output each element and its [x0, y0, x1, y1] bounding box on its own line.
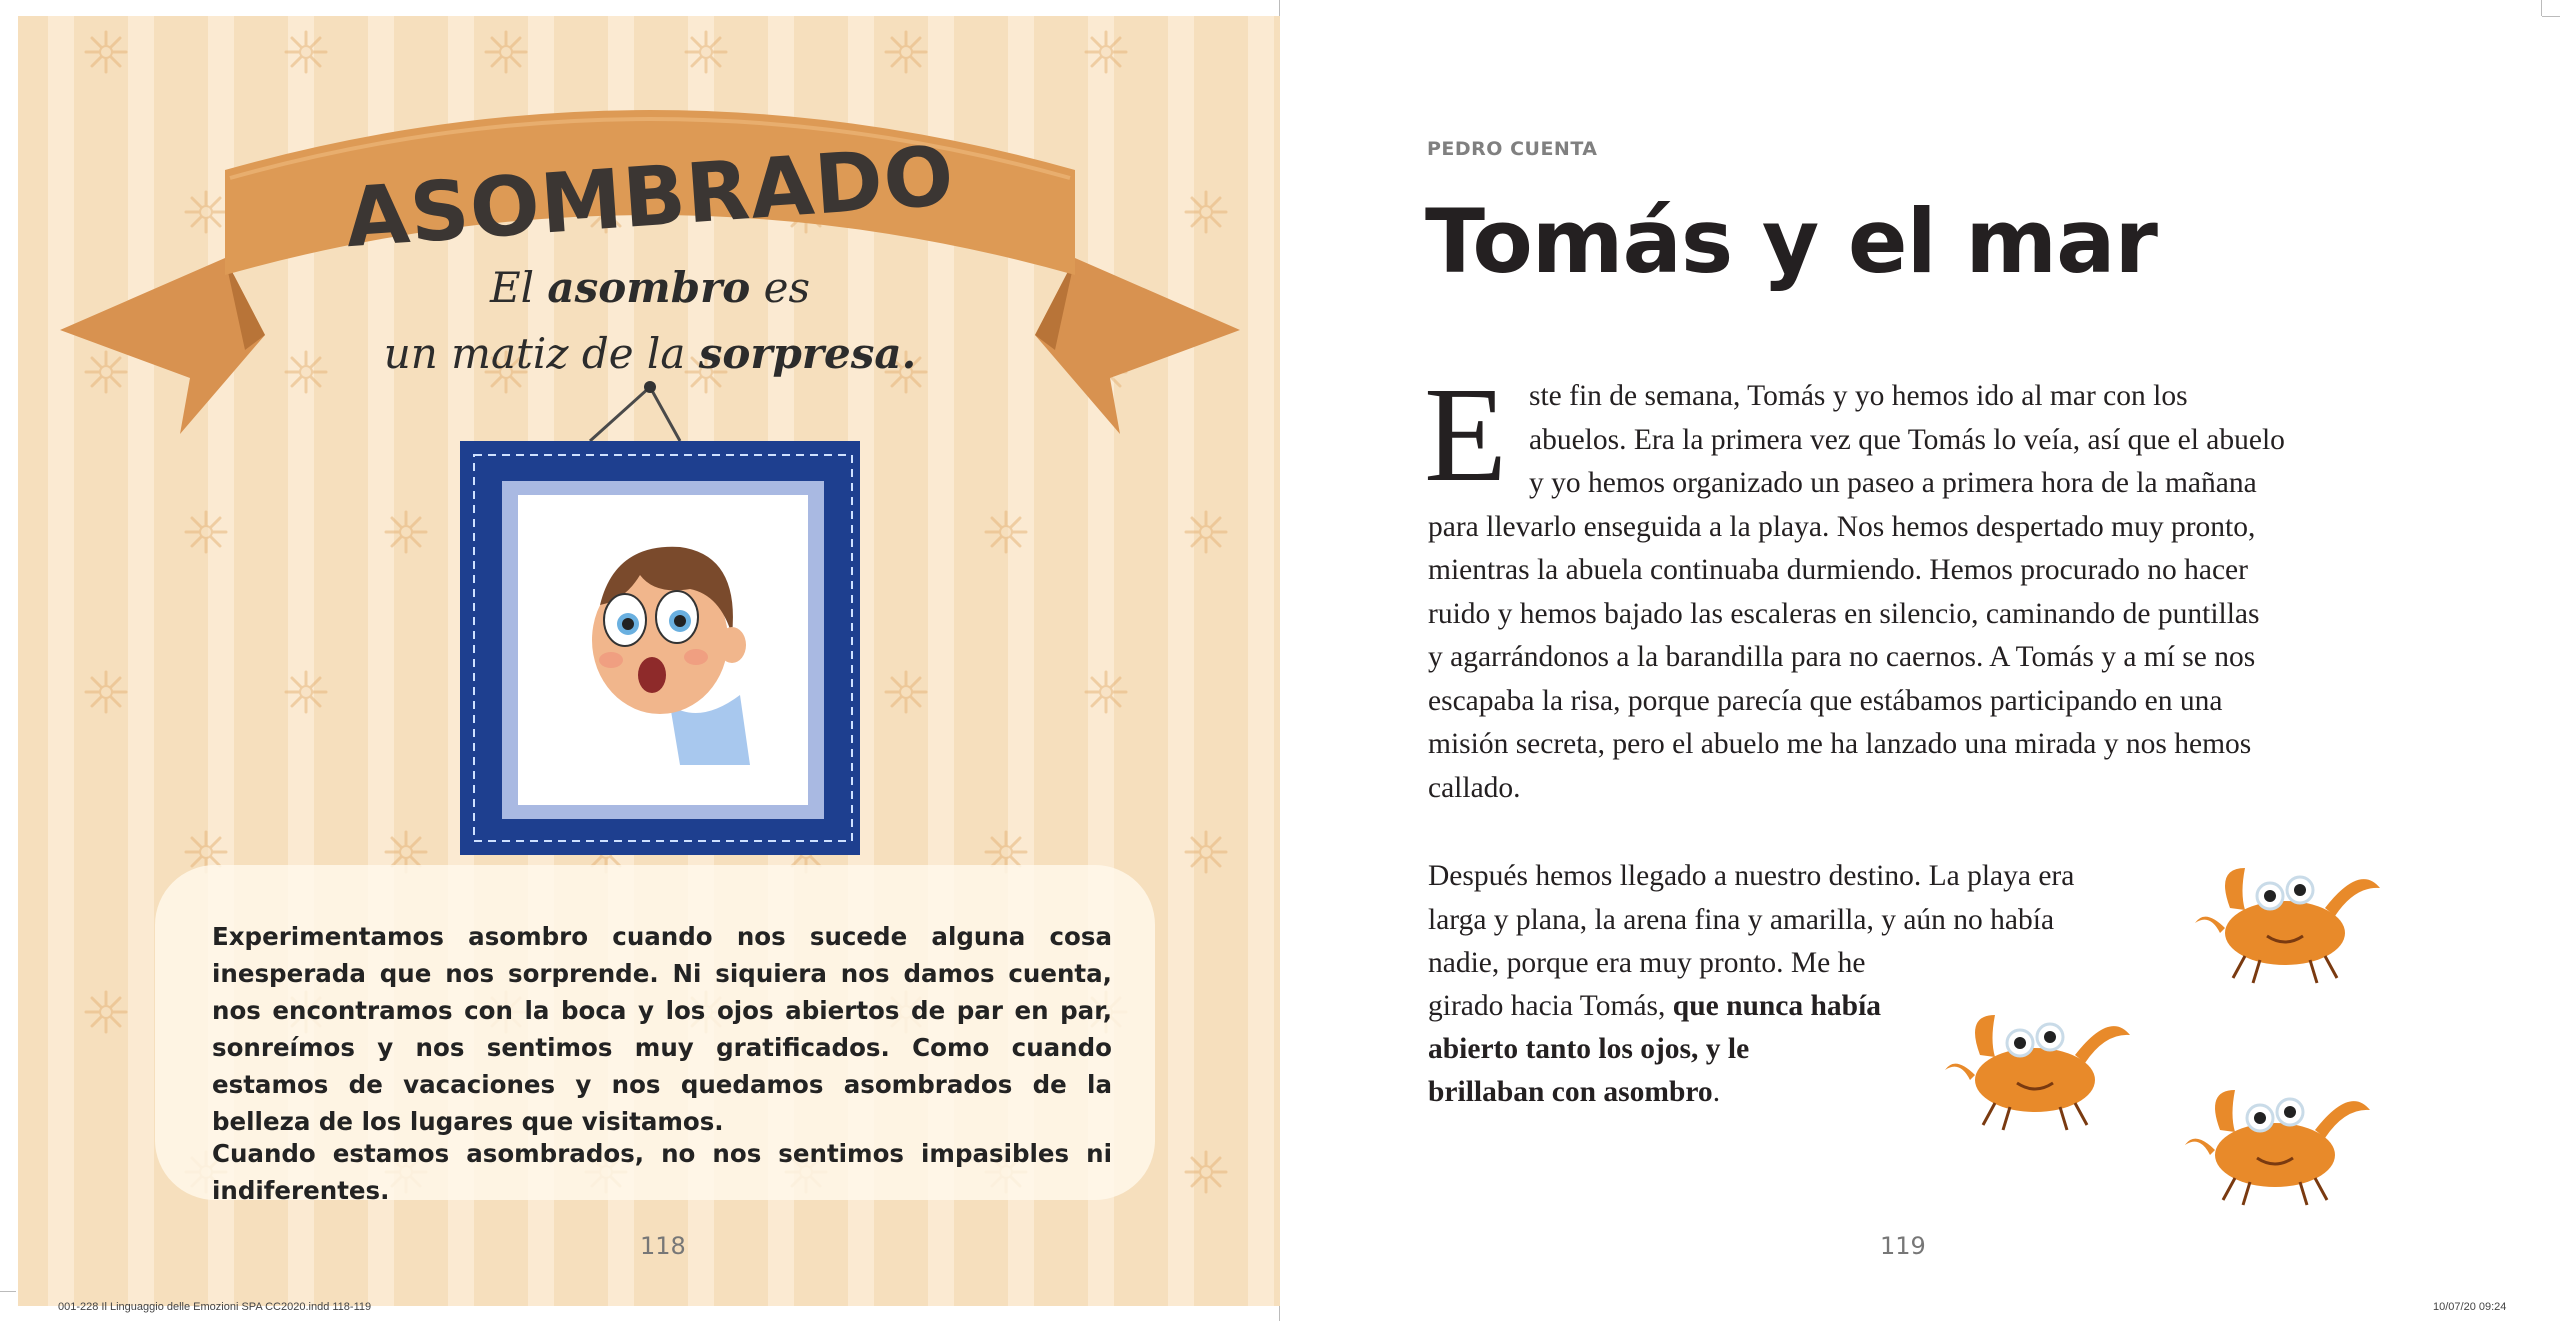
wallpaper-flower-icon — [80, 986, 132, 1038]
story-line: callado. — [1428, 771, 1521, 804]
page-number-left: 118 — [640, 1232, 686, 1260]
crop-mark — [1279, 1306, 1280, 1321]
section-kicker: PEDRO CUENTA — [1427, 138, 1598, 160]
crab-illustration — [2185, 838, 2395, 988]
banner-subtitle-line-2: un matiz de la sorpresa. — [383, 329, 917, 378]
wallpaper-flower-icon — [880, 666, 932, 718]
story-line: abuelos. Era la primera vez que Tomás lo veía, así que el abuelo — [1529, 423, 2285, 456]
wallpaper-flower-icon — [380, 506, 432, 558]
crop-mark — [2541, 0, 2542, 16]
description-summary: Cuando estamos asombrados, no nos sentimos impasibles ni indiferentes. — [212, 1139, 1112, 1205]
banner-subtitle-line-1: El asombro es — [489, 263, 811, 312]
story-line: escapaba la risa, porque parecía que estábamos participando en una — [1428, 684, 2223, 717]
wallpaper-flower-icon — [1080, 666, 1132, 718]
print-slug-datetime: 10/07/20 09:24 — [2433, 1301, 2507, 1313]
story-line: mientras la abuela continuaba durmiendo. Hemos procurado no hacer — [1428, 554, 2248, 586]
story-line: y agarrándonos a la barandilla para no caernos. A Tomás y a mí se nos — [1428, 641, 2256, 673]
crop-mark — [0, 1291, 16, 1292]
emotion-description-card — [155, 865, 1155, 1205]
wallpaper-flower-icon — [280, 666, 332, 718]
crab-illustration — [1935, 985, 2145, 1135]
wallpaper-flower-icon — [1180, 826, 1232, 878]
wallpaper-flower-icon — [180, 506, 232, 558]
page-number-right: 119 — [1880, 1232, 1926, 1260]
print-slug-filename: 001-228 Il Linguaggio delle Emozioni SPA CC2020.indd 118-119 — [58, 1301, 372, 1313]
story-line: nadie, porque era muy pronto. Me he — [1428, 947, 1866, 979]
crop-mark — [2542, 16, 2560, 17]
story-line: para llevarlo enseguida a la playa. Nos hemos despertado muy pronto, — [1428, 510, 2256, 543]
wallpaper-flower-icon — [980, 506, 1032, 558]
story-line: ste fin de semana, Tomás y yo hemos ido al mar con los — [1529, 380, 2188, 412]
crop-mark — [1279, 0, 1280, 16]
story-line: Después hemos llegado a nuestro destino. La playa era — [1428, 860, 2075, 892]
crab-illustration — [2165, 1060, 2395, 1210]
description-paragraph: Experimentamos asombro cuando nos sucede alguna cosa inesperada que nos sorprende. Ni siquiera nos damos cuenta, nos encontramos con la boca y los ojos abiertos de par en par, sonreímos y nos sentimos muy gratificados. Como cuando estamos de vacaciones y nos quedamos asombrados de la belleza de los lugares que visitamos. — [212, 922, 1112, 1136]
drop-cap: E — [1424, 360, 1508, 510]
banner-subtitle — [330, 255, 970, 387]
wallpaper-flower-icon — [80, 666, 132, 718]
story-line: larga y plana, la arena fina y amarilla, y aún no había — [1428, 903, 2055, 936]
wallpaper-flower-icon — [1180, 506, 1232, 558]
story-line: misión secreta, pero el abuelo me ha lanzado una mirada y nos hemos — [1428, 728, 2252, 760]
banner-title: ASOMBRADO — [342, 128, 958, 267]
story-title: Tomás y el mar — [1425, 190, 2157, 293]
story-line: y yo hemos organizado un paseo a primera hora de la mañana — [1529, 467, 2257, 499]
story-line: ruido y hemos bajado las escaleras en silencio, caminando de puntillas — [1428, 597, 2260, 630]
story-line: abierto tanto los ojos, y le — [1428, 1033, 1750, 1065]
wallpaper-flower-icon — [1180, 1146, 1232, 1198]
story-line: brillaban con asombro. — [1428, 1076, 1721, 1108]
framed-portrait — [440, 375, 860, 865]
story-line: girado hacia Tomás, que nunca había — [1428, 990, 1882, 1022]
